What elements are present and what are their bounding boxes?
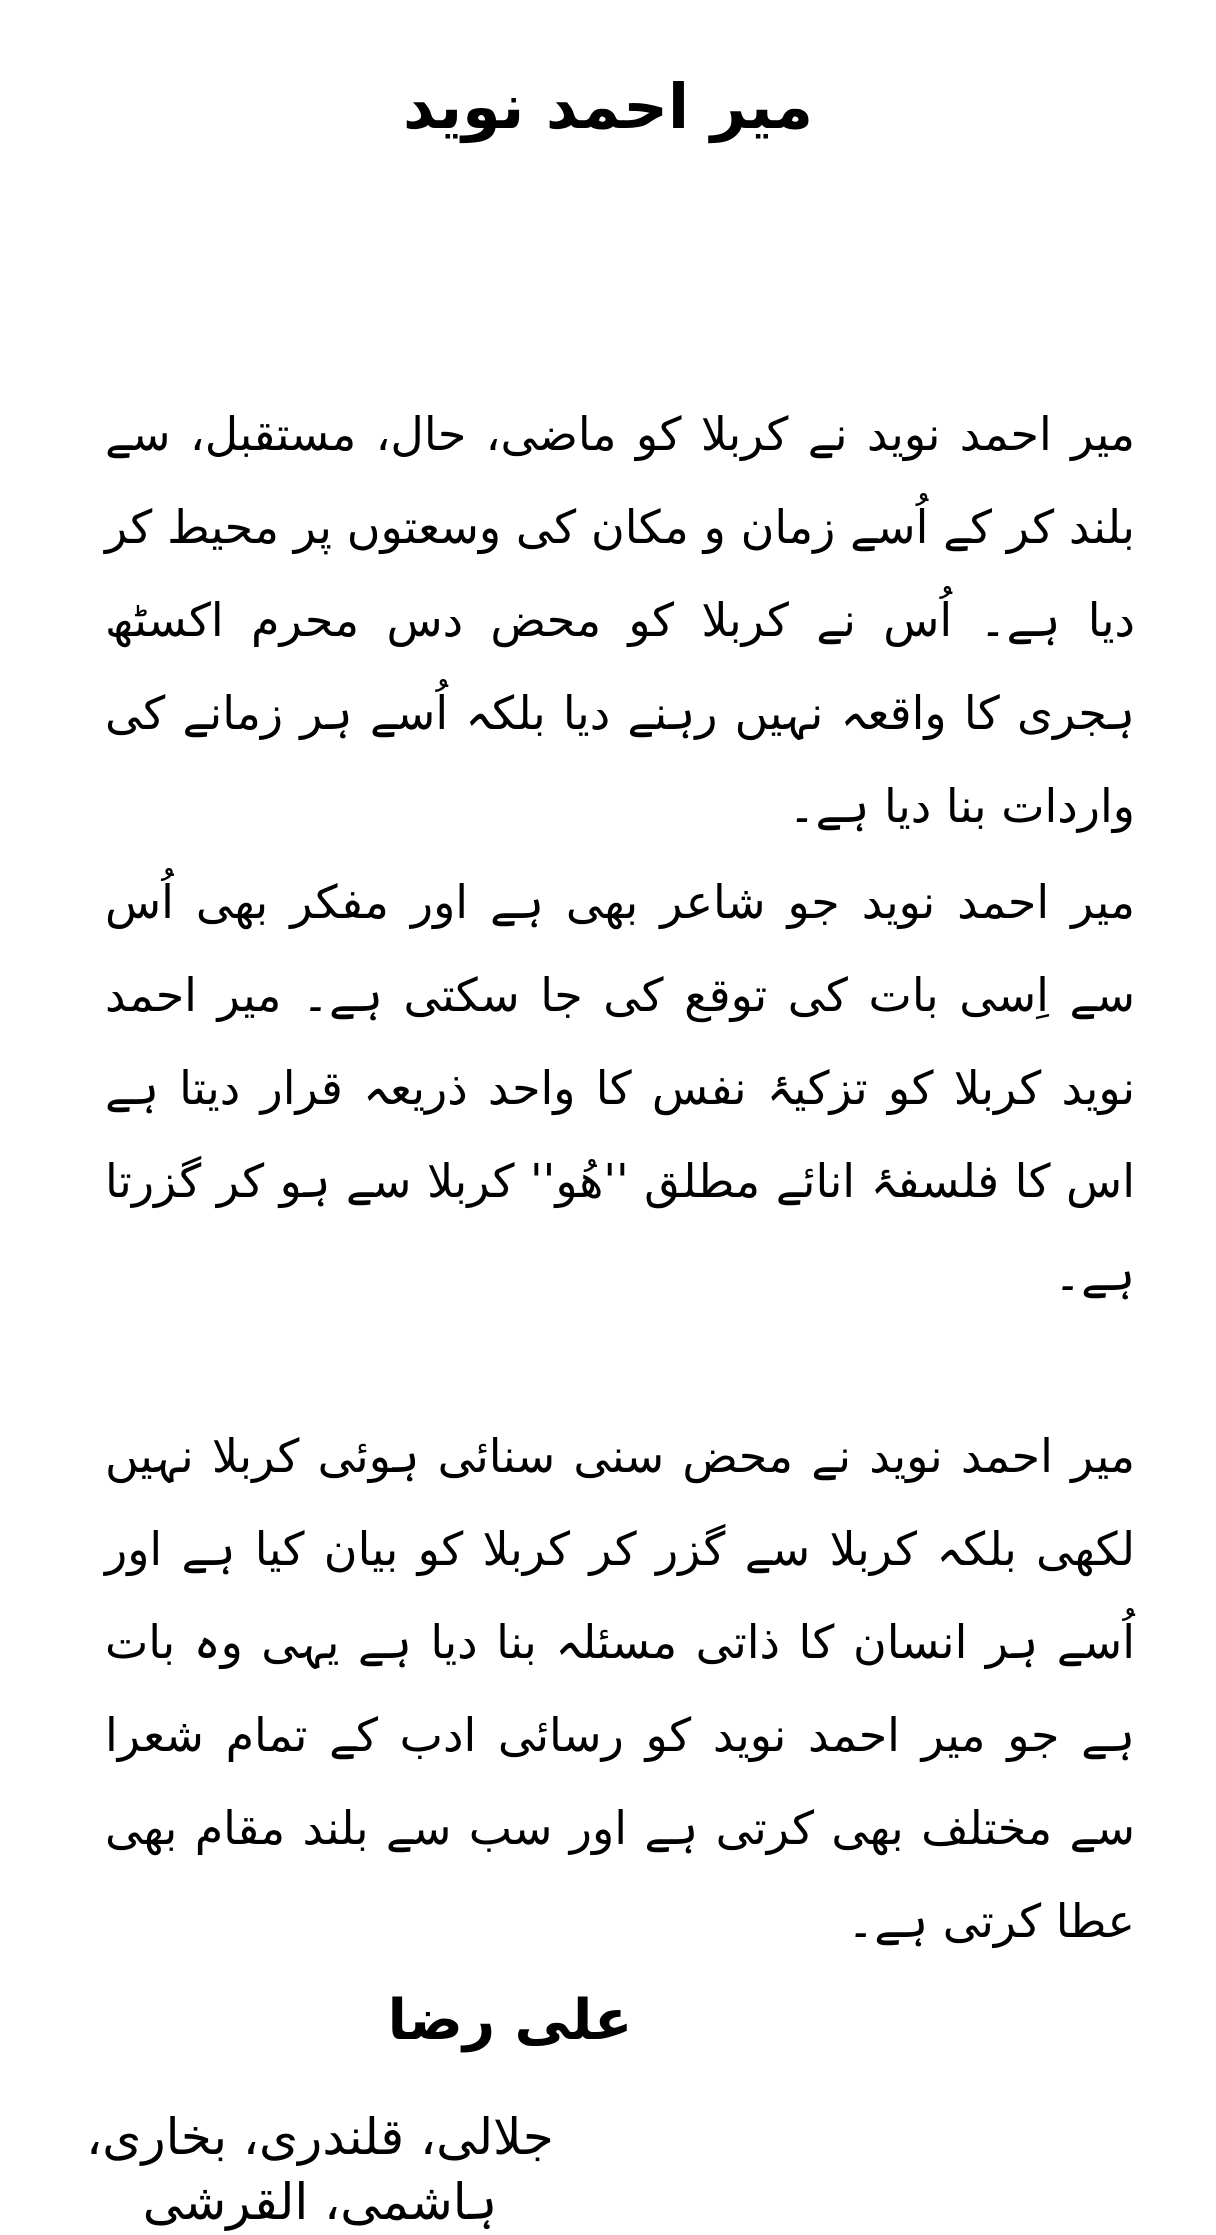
paragraph-3: میر احمد نوید نے محض سنی سنائی ہوئی کربلا نہیں لکھی بلکہ کربلا سے گزر کر کربلا کو بیان کیا ہے اور اُسے ہر انسان کا ذاتی مسئلہ بنا دیا ہے یہی وہ بات ہے جو میر احمد نوید کو رسائی ادب کے تمام شعرا سے مختلف بھی کرتی ہے اور سب سے بلند مقام بھی عطا کرتی ہے۔ xyxy=(105,1429,1135,1948)
paragraph-2: میر احمد نوید جو شاعر بھی ہے اور مفکر بھی اُس سے اِسی بات کی توقع کی جا سکتی ہے۔ میر احمد نوید کربلا کو تزکیۂ نفس کا واحد ذریعہ قرار دیتا ہے اس کا فلسفۂ انائے مطلق ''ھُو'' کربلا سے ہو کر گزرتا ہے۔ xyxy=(105,875,1135,1301)
author-signature: علی رضا xyxy=(387,1988,633,2053)
page-title: میر احمد نوید xyxy=(403,70,813,143)
paragraph-1: میر احمد نوید نے کربلا کو ماضی، حال، مستقبل، سے بلند کر کے اُسے زمان و مکان کی وسعتوں پر محیط کر دیا ہے۔ اُس نے کربلا کو محض دس محرم اکسٹھ ہجری کا واقعہ نہیں رہنے دیا بلکہ اُسے ہر زمانے کی واردات بنا دیا ہے۔ xyxy=(105,407,1135,833)
author-lineage: جلالی، قلندری، بخاری، ہاشمی، القرشی xyxy=(86,2108,554,2231)
